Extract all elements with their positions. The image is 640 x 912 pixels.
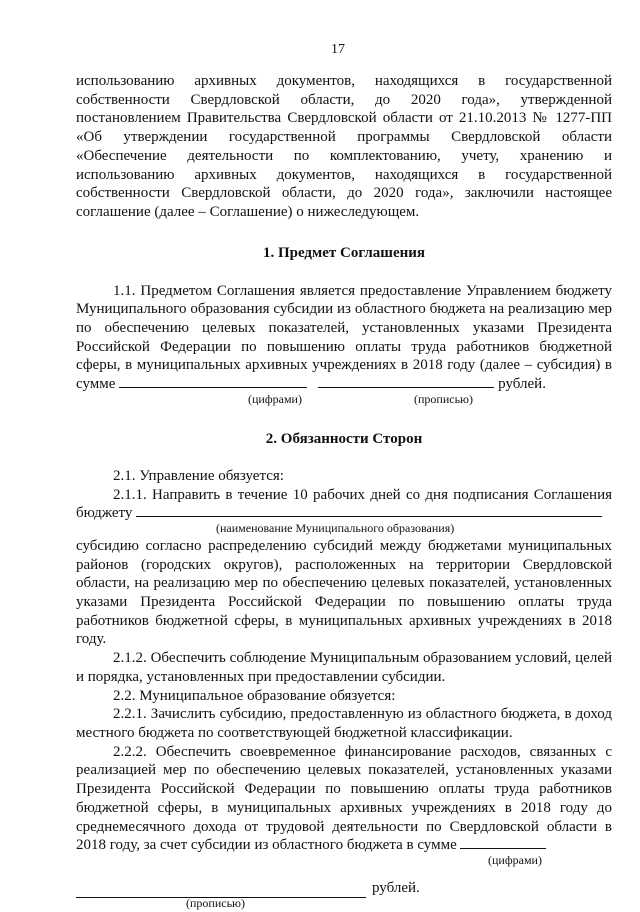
clause-2-2-1: 2.2.1. Зачислить субсидию, предоставленную из областного бюджета, в доход местного бюджета по соответствующей бюджетной классификации. — [76, 706, 612, 741]
clause-2-2-2-text: 2.2.2. Обеспечить своевременное финансирование расходов, связанных с реализацией мер по обеспечению целевых показателей, установленных указами Президента Российской Федерации по повышению оплаты труда работников бюджетной сферы, в муниципальных архивных учреждениях в 2018 году до среднемесячного дохода от трудовой деятельности по Свердловской области в 2018 году, за счет субсидии из областного бюджета в сумме — [76, 743, 612, 854]
clause-2-1-2: 2.1.2. Обеспечить соблюдение Муниципальным образованием условий, целей и порядка, установленных при предоставлении субсидии. — [76, 650, 612, 685]
document-page — [76, 0, 612, 912]
amount-digits-blank — [460, 836, 546, 849]
clause-2-1-1-continuation: субсидию согласно распределению субсидий между бюджетами муниципальных районов (городских округов), расположенных на территории Свердловской области, на реализацию мер по обеспечению целевых показателей, установленных указами Президента Российской Федерации по повышению оплаты труда работников бюджетной сферы, в муниципальных архивных учреждениях в 2018 году. — [76, 537, 612, 648]
municipality-name-blank — [136, 504, 602, 517]
caption-municipality: (наименование Муниципального образования) — [216, 520, 455, 535]
page-number: 17 — [331, 42, 345, 57]
clause-2-2-2 — [76, 743, 612, 855]
sum-captions — [76, 391, 612, 408]
clause-2-1-1-text: 2.1.1. Направить в течение 10 рабочих дней со дня подписания Соглашения бюджету — [76, 486, 612, 522]
caption-digits: (цифрами) — [248, 391, 302, 406]
sum-digits-blank — [119, 375, 307, 388]
caption-words-2: (прописью) — [186, 895, 246, 910]
clause-2-2: 2.2. Муниципальное образование обязуется: — [113, 687, 396, 704]
intro-paragraph: использованию архивных документов, находящихся в государственной собственности Свердловской области, до 2020 года», утвержденной постановлением Правительства Свердловской области от 21.10.2013 № 1277-ПП «Об утверждении государственной программы Свердловской области «Обеспечение деятельности по комплектованию, учету, хранению и использованию архивных документов, находящихся в государственной собственности Свердловской области, до 2020 года», заключили настоящее соглашение (далее – Соглашение) о нижеследующем. — [76, 73, 612, 220]
caption-words: (прописью) — [414, 391, 474, 406]
amount-words-line — [76, 879, 612, 898]
section-1-heading: 1. Предмет Соглашения — [262, 244, 426, 261]
municipality-caption-row — [76, 520, 612, 537]
clause-1-1 — [76, 282, 612, 394]
clause-2-1: 2.1. Управление обязуется: — [113, 467, 284, 484]
clause-1-1-text: 1.1. Предметом Соглашения является предоставление Управлением бюджету Муниципального образования субсидии из областного бюджета на реализацию мер по обеспечению целевых показателей, установленных указами Президента Российской Федерации по повышению оплаты труда работников бюджетной сферы, в муниципальных архивных учреждениях в 2018 году (далее – субсидия) в сумме — [76, 282, 612, 393]
rubles-label-2: рублей. — [372, 879, 420, 896]
amount-digits-caption-row — [76, 852, 612, 869]
sum-words-blank — [318, 375, 494, 388]
clause-2-1-1 — [76, 486, 612, 523]
section-2-heading: 2. Обязанности Сторон — [265, 430, 423, 447]
caption-digits-2: (цифрами) — [488, 852, 542, 867]
rubles-label: рублей. — [498, 376, 546, 393]
